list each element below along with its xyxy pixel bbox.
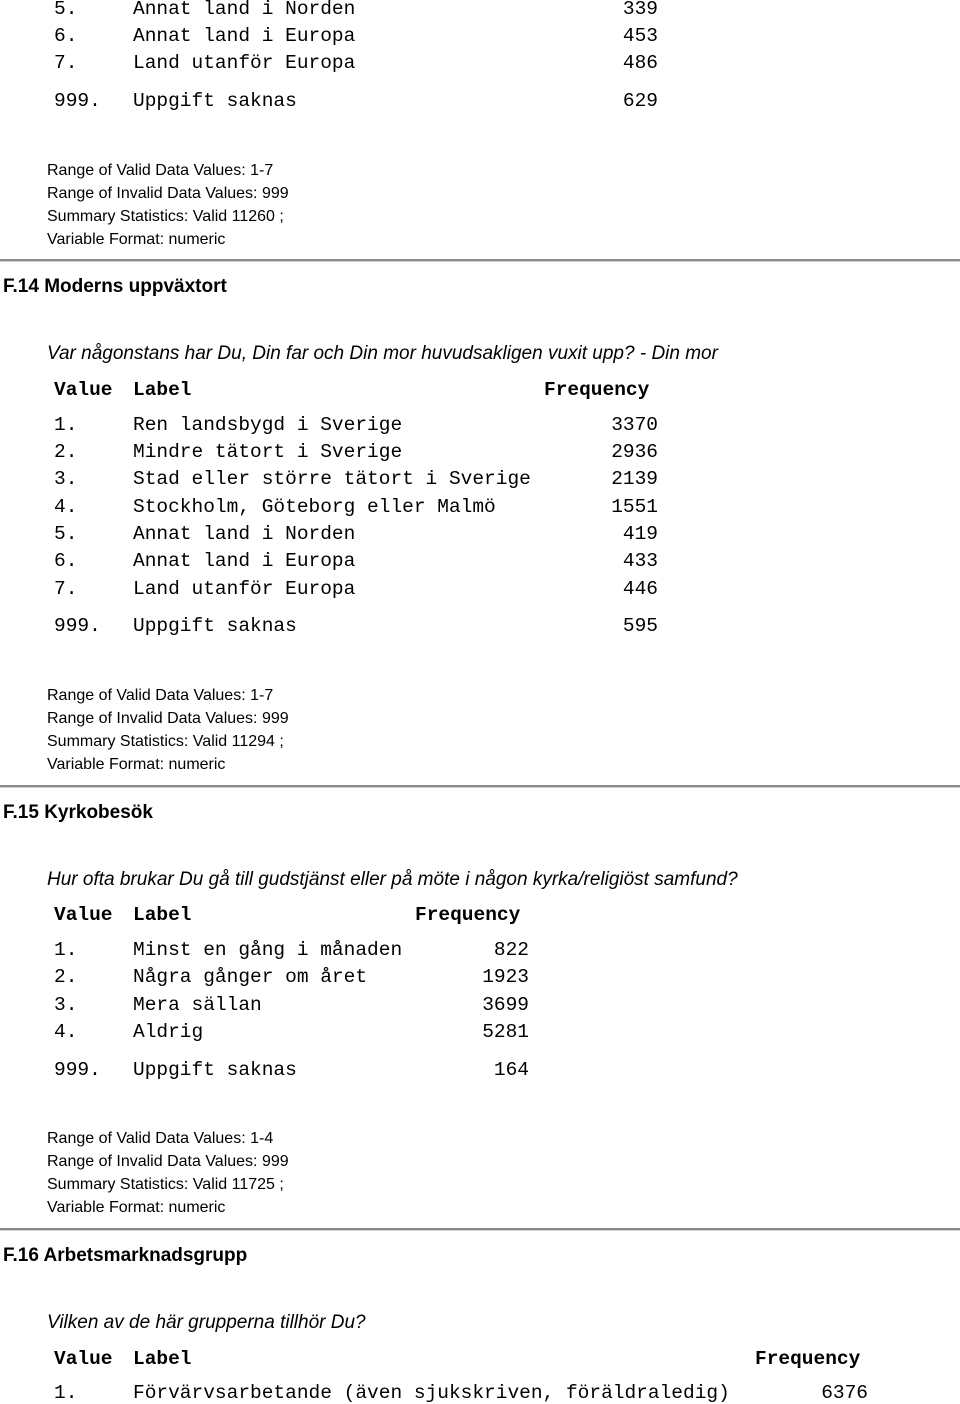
row-label: Minst en gång i månaden [133, 939, 403, 961]
row-frequency: 453 [622, 25, 658, 47]
row-frequency: 2936 [611, 441, 658, 463]
row-label: Mindre tätort i Sverige [133, 441, 403, 463]
question-text: Hur ofta brukar Du gå till gudstjänst eller på möte i någon kyrka/religiöst samfund? [47, 869, 738, 890]
row-value: 3. [54, 468, 78, 490]
column-header-label: Label [133, 379, 192, 401]
row-frequency: 595 [622, 615, 658, 637]
row-label: Annat land i Norden [133, 0, 356, 20]
row-frequency: 6376 [821, 1382, 868, 1404]
row-label: Aldrig [133, 1021, 204, 1043]
valid-range: Range of Valid Data Values: 1-7 [47, 687, 274, 704]
row-label: Stad eller större tätort i Sverige [133, 468, 531, 490]
row-value: 999. [54, 1059, 101, 1081]
row-frequency: 3370 [611, 414, 658, 436]
row-value: 6. [54, 550, 78, 572]
column-header-value: Value [54, 904, 113, 926]
row-frequency: 822 [493, 939, 529, 961]
row-value: 7. [54, 578, 78, 600]
row-frequency: 446 [622, 578, 658, 600]
valid-range: Range of Valid Data Values: 1-7 [47, 162, 274, 179]
variable-format: Variable Format: numeric [47, 231, 226, 248]
section-title: F.14 Moderns uppväxtort [3, 276, 227, 297]
row-label: Stockholm, Göteborg eller Malmö [133, 496, 496, 518]
row-label: Annat land i Norden [133, 523, 356, 545]
column-header-label: Label [133, 1348, 192, 1370]
variable-format: Variable Format: numeric [47, 756, 226, 773]
summary-statistics: Summary Statistics: Valid 11725 ; [47, 1176, 284, 1193]
section-divider [0, 259, 960, 262]
section-divider [0, 785, 960, 788]
row-label: Land utanför Europa [133, 52, 356, 74]
variable-format: Variable Format: numeric [47, 1199, 226, 1216]
row-value: 2. [54, 966, 78, 988]
row-value: 999. [54, 615, 101, 637]
row-frequency: 629 [622, 90, 658, 112]
row-label: Land utanför Europa [133, 578, 356, 600]
invalid-range: Range of Invalid Data Values: 999 [47, 185, 289, 202]
row-value: 4. [54, 1021, 78, 1043]
row-value: 1. [54, 414, 78, 436]
row-value: 5. [54, 0, 78, 20]
column-header-frequency: Frequency [755, 1348, 861, 1370]
row-label: Uppgift saknas [133, 615, 297, 637]
invalid-range: Range of Invalid Data Values: 999 [47, 1153, 289, 1170]
column-header-value: Value [54, 379, 113, 401]
column-header-value: Value [54, 1348, 113, 1370]
row-value: 3. [54, 994, 78, 1016]
row-value: 4. [54, 496, 78, 518]
row-frequency: 164 [493, 1059, 529, 1081]
row-label: Några gånger om året [133, 966, 368, 988]
row-value: 6. [54, 25, 78, 47]
summary-statistics: Summary Statistics: Valid 11294 ; [47, 733, 284, 750]
row-value: 1. [54, 1382, 78, 1404]
row-frequency: 5281 [482, 1021, 529, 1043]
row-value: 1. [54, 939, 78, 961]
summary-statistics: Summary Statistics: Valid 11260 ; [47, 208, 284, 225]
row-frequency: 433 [622, 550, 658, 572]
question-text: Vilken av de här grupperna tillhör Du? [47, 1312, 366, 1333]
row-label: Annat land i Europa [133, 25, 356, 47]
column-header-frequency: Frequency [544, 379, 650, 401]
row-label: Annat land i Europa [133, 550, 356, 572]
row-frequency: 1923 [482, 966, 529, 988]
column-header-frequency: Frequency [415, 904, 521, 926]
row-frequency: 1551 [611, 496, 658, 518]
row-value: 5. [54, 523, 78, 545]
section-title: F.15 Kyrkobesök [3, 802, 153, 823]
invalid-range: Range of Invalid Data Values: 999 [47, 710, 289, 727]
valid-range: Range of Valid Data Values: 1-4 [47, 1130, 274, 1147]
row-frequency: 3699 [482, 994, 529, 1016]
row-frequency: 339 [622, 0, 658, 20]
row-label: Uppgift saknas [133, 90, 297, 112]
row-label: Uppgift saknas [133, 1059, 297, 1081]
row-label: Ren landsbygd i Sverige [133, 414, 403, 436]
row-value: 7. [54, 52, 78, 74]
row-value: 2. [54, 441, 78, 463]
row-value: 999. [54, 90, 101, 112]
row-frequency: 486 [622, 52, 658, 74]
section-divider [0, 1228, 960, 1231]
row-frequency: 419 [622, 523, 658, 545]
row-label: Förvärvsarbetande (även sjukskriven, föräldraledig) [133, 1382, 730, 1404]
row-frequency: 2139 [611, 468, 658, 490]
row-label: Mera sällan [133, 994, 262, 1016]
column-header-label: Label [133, 904, 192, 926]
section-title: F.16 Arbetsmarknadsgrupp [3, 1245, 248, 1266]
question-text: Var någonstans har Du, Din far och Din mor huvudsakligen vuxit upp? - Din mor [47, 343, 718, 364]
